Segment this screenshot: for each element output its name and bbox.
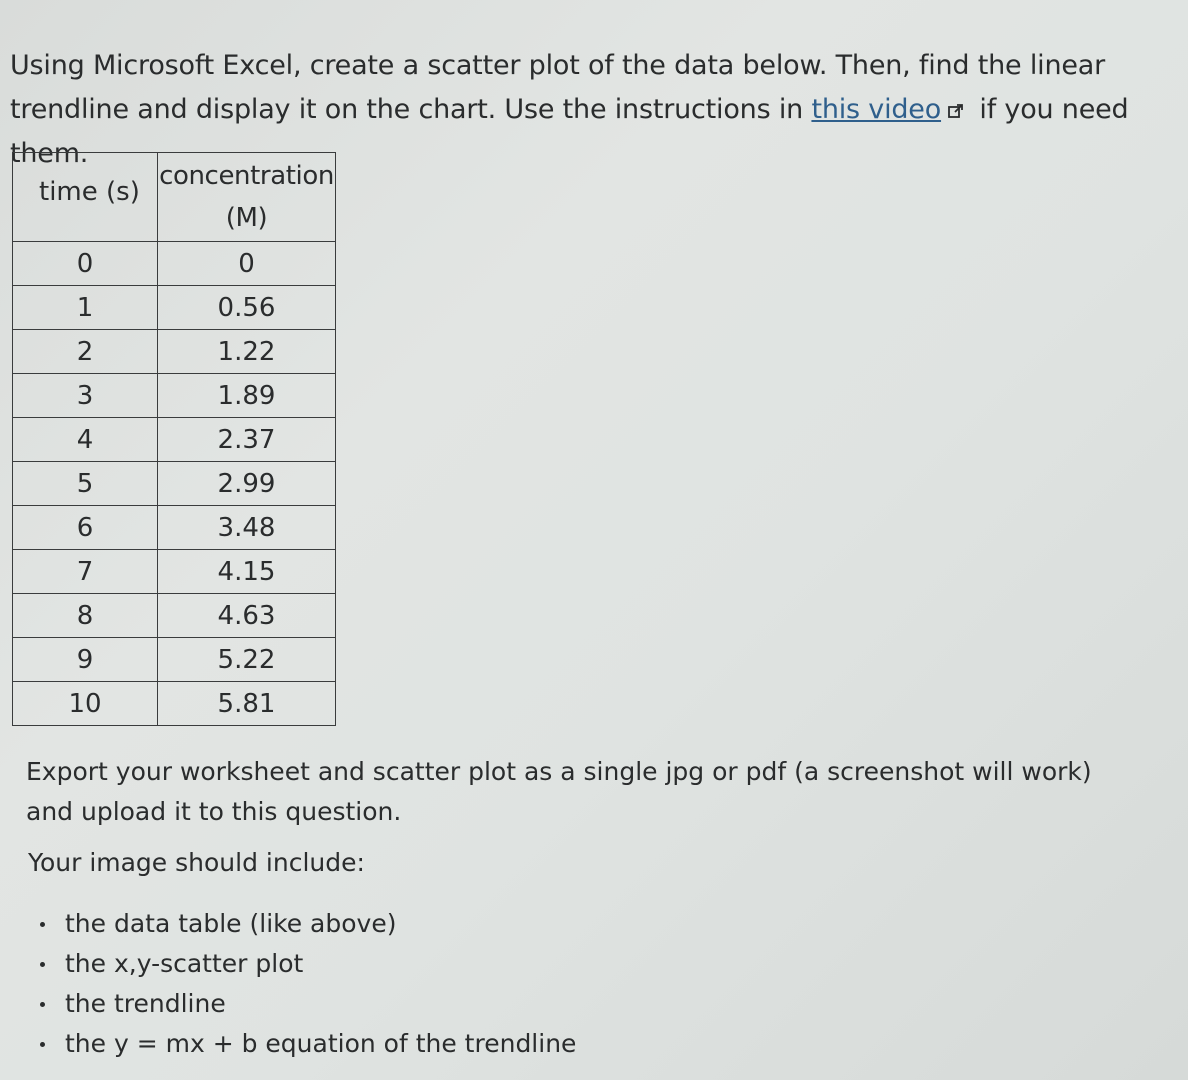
include-heading: Your image should include: bbox=[28, 848, 365, 877]
table-row bbox=[13, 682, 336, 726]
table-row bbox=[13, 418, 336, 462]
list-item: the x,y-scatter plot bbox=[38, 944, 576, 984]
concentration-cell: 1.22 bbox=[158, 330, 336, 374]
concentration-cell: 0 bbox=[158, 242, 336, 286]
list-item: the y = mx + b equation of the trendline bbox=[38, 1024, 576, 1064]
instructions-text: Using Microsoft Excel, create a scatter plot of the data below. Then, find the linear trendline and display it on the chart. Use the instructions in bbox=[10, 50, 1106, 125]
bullet-icon bbox=[40, 962, 45, 967]
time-cell: 7 bbox=[13, 550, 158, 594]
table-row bbox=[13, 242, 336, 286]
concentration-cell: 4.15 bbox=[158, 550, 336, 594]
time-cell: 9 bbox=[13, 638, 158, 682]
concentration-cell: 0.56 bbox=[158, 286, 336, 330]
table-row bbox=[13, 594, 336, 638]
list-item: the data table (like above) bbox=[38, 904, 576, 944]
time-cell: 1 bbox=[13, 286, 158, 330]
export-instructions: Export your worksheet and scatter plot as a single jpg or pdf (a screenshot will work) and upload it to this question. bbox=[26, 757, 1092, 826]
concentration-cell: 1.89 bbox=[158, 374, 336, 418]
concentration-cell: 3.48 bbox=[158, 506, 336, 550]
table-row bbox=[13, 286, 336, 330]
bullet-icon bbox=[40, 1042, 45, 1047]
time-cell: 2 bbox=[13, 330, 158, 374]
concentration-header: concentration (M) bbox=[158, 153, 336, 242]
table-header-row bbox=[13, 153, 336, 242]
concentration-cell: 2.37 bbox=[158, 418, 336, 462]
table-row bbox=[13, 550, 336, 594]
table-row bbox=[13, 330, 336, 374]
time-cell: 10 bbox=[13, 682, 158, 726]
concentration-cell: 5.22 bbox=[158, 638, 336, 682]
video-link[interactable]: this video bbox=[811, 94, 942, 125]
table-row bbox=[13, 506, 336, 550]
bullet-icon bbox=[40, 922, 45, 927]
time-cell: 3 bbox=[13, 374, 158, 418]
table-row bbox=[13, 638, 336, 682]
table-row bbox=[13, 374, 336, 418]
bullet-icon bbox=[40, 1002, 45, 1007]
time-cell: 4 bbox=[13, 418, 158, 462]
time-header: time (s) bbox=[13, 153, 158, 242]
time-cell: 5 bbox=[13, 462, 158, 506]
data-table bbox=[12, 152, 336, 726]
external-link-icon[interactable] bbox=[947, 102, 965, 120]
concentration-cell: 2.99 bbox=[158, 462, 336, 506]
time-cell: 8 bbox=[13, 594, 158, 638]
time-cell: 0 bbox=[13, 242, 158, 286]
instructions-text-end: if you need them. bbox=[10, 94, 1129, 169]
concentration-cell: 5.81 bbox=[158, 682, 336, 726]
concentration-cell: 4.63 bbox=[158, 594, 336, 638]
requirements-list bbox=[38, 904, 576, 1064]
list-item: the trendline bbox=[38, 984, 576, 1024]
table-row bbox=[13, 462, 336, 506]
time-cell: 6 bbox=[13, 506, 158, 550]
